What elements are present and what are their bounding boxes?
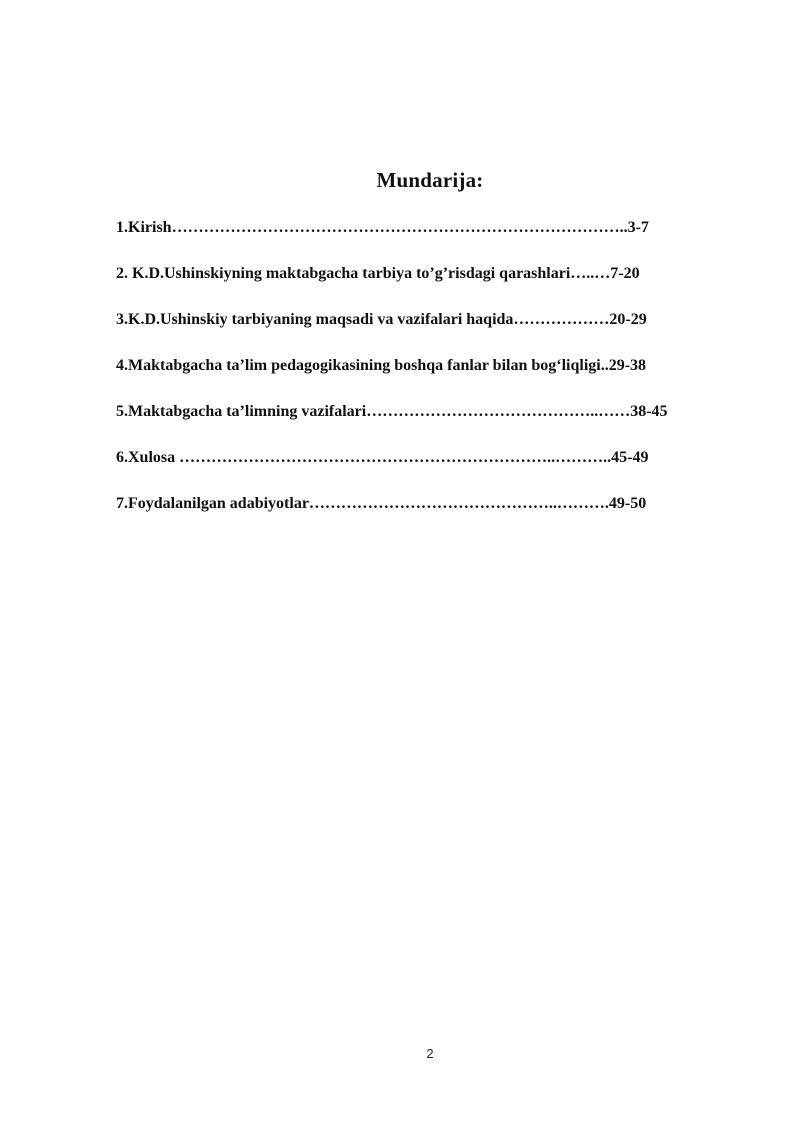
toc-entry-conclusion: 6.Xulosa ……………………………………………………………..………..45-49 — [116, 449, 649, 466]
toc-entry-introduction: 1.Kirish…………………………………………………………………………..3-7 — [116, 219, 649, 236]
table-of-contents-title: Mundarija: — [376, 168, 484, 192]
table-of-contents — [116, 216, 756, 538]
toc-entry-goals-and-tasks: 3.K.D.Ushinskiy tarbiyaning maqsadi va vazifalari haqida………………20-29 — [116, 311, 647, 328]
toc-entry-relation-to-other-sciences: 4.Maktabgacha ta’lim pedagogikasining boshqa fanlar bilan bog‘liqligi..29-38 — [116, 357, 647, 374]
page-number: 2 — [426, 1046, 434, 1061]
toc-entry-ushinskiy-views: 2. K.D.Ushinskiyning maktabgacha tarbiya to’g’risdagi qarashlari…..…7-20 — [116, 265, 640, 282]
toc-entry-references: 7.Foydalanilgan adabiyotlar………………………………………..……….49-50 — [116, 495, 647, 512]
toc-entry-preschool-tasks: 5.Maktabgacha ta’limning vazifalari……………………………………..……38-45 — [116, 403, 668, 420]
